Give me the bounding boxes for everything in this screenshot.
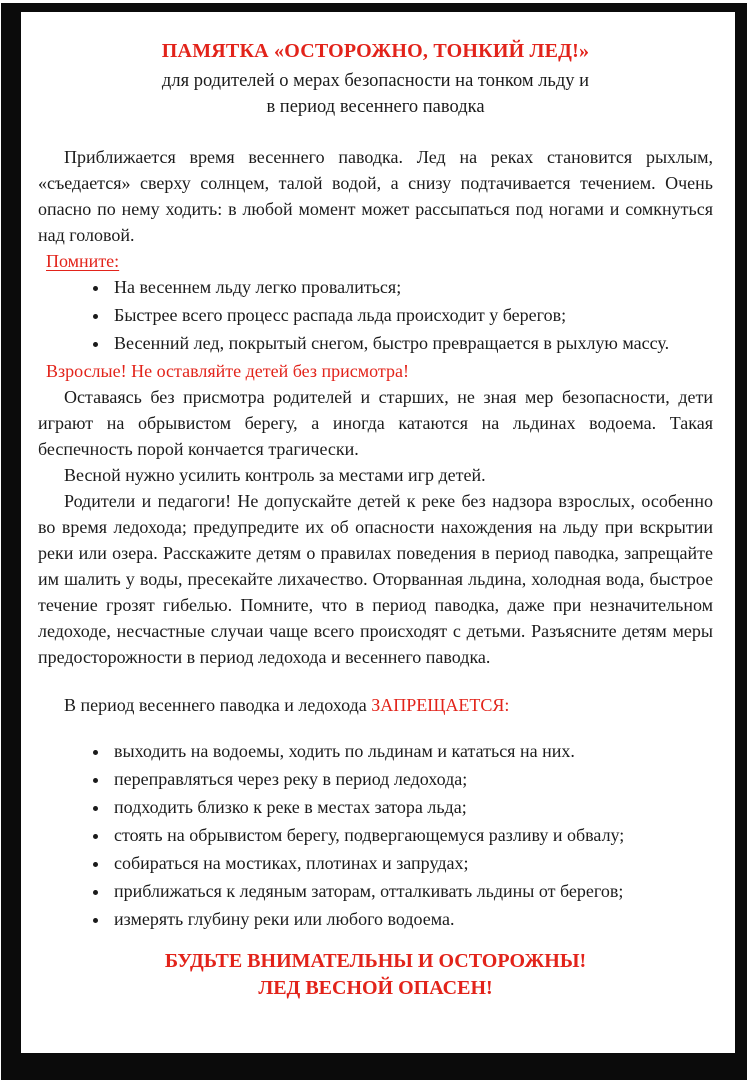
list-item: • собираться на мостиках, плотинах и запрудах; [110, 850, 713, 876]
supervision-paragraph: Оставаясь без присмотра родителей и старших, не зная мер безопасности, дети играют на обрывистом берегу, а иногда катаются на льдинах водоема. Такая беспечность порой кончается трагически. [38, 387, 713, 459]
list-item: • подходить близко к реке в местах затора льда; [110, 794, 713, 820]
subtitle-line-2: в период весеннего паводка [266, 97, 485, 117]
list-item: • приближаться к ледяным заторам, отталкивать льдины от берегов; [110, 878, 713, 904]
prohibited-heading-keyword: ЗАПРЕЩАЕТСЯ: [371, 695, 510, 715]
document-page [21, 12, 735, 1053]
list-item: • На весеннем льду легко провалиться; [110, 274, 713, 300]
parents-teachers-paragraph: Родители и педагоги! Не допускайте детей к реке без надзора взрослых, особенно во время ледохода; предупредите их об опасности нахождения на льду при вскрытии реки или озера. Расскажите детям о правилах поведения в период паводка, запрещайте им шалить у воды, пресекайте лихачество. Оторванная льдина, холодная вода, быстрое течение грозят гибелью. Помните, что в период паводка, даже при незначительном ледоходе, несчастные случаи чаще всего происходят с детьми. Разъясните детям меры предосторожности в период ледохода и весеннего паводка. [38, 491, 713, 667]
footer-warning [38, 948, 713, 1002]
list-item: • Весенний лед, покрытый снегом, быстро превращается в рыхлую массу. [110, 330, 713, 356]
list-item: • измерять глубину реки или любого водоема. [110, 906, 713, 932]
list-item: • стоять на обрывистом берегу, подвергающемуся разливу и обвалу; [110, 822, 713, 848]
list-item: • выходить на водоемы, ходить по льдинам и кататься на них. [110, 738, 713, 764]
control-paragraph: Весной нужно усилить контроль за местами игр детей. [64, 465, 486, 485]
list-item: • Быстрее всего процесс распада льда происходит у берегов; [110, 302, 713, 328]
remember-heading: Помните: [46, 251, 120, 271]
prohibited-heading [38, 692, 713, 718]
subtitle-line-1: для родителей о мерах безопасности на тонком льду и [161, 71, 590, 91]
list-item: • переправляться через реку в период ледохода; [110, 766, 713, 792]
prohibited-heading-text: В период весеннего паводка и ледохода [64, 695, 372, 715]
remember-list [38, 274, 713, 356]
page-title: ПАМЯТКА «ОСТОРОЖНО, ТОНКИЙ ЛЕД!» [161, 40, 590, 62]
prohibited-list [38, 738, 713, 932]
footer-line-2: ЛЕД ВЕСНОЙ ОПАСЕН! [258, 977, 493, 999]
footer-line-1: БУДЬТЕ ВНИМАТЕЛЬНЫ И ОСТОРОЖНЫ! [164, 950, 587, 972]
adults-warning: Взрослые! Не оставляйте детей без присмотра! [46, 361, 409, 381]
intro-paragraph: Приближается время весеннего паводка. Лед на реках становится рыхлым, «съедается» сверху солнцем, талой водой, а снизу подтачивается течением. Очень опасно по нему ходить: в любой момент может рассыпаться под ногами и сомкнуться над головой. [38, 147, 713, 245]
page-subtitle [38, 68, 713, 120]
scan-frame [1, 3, 747, 1080]
